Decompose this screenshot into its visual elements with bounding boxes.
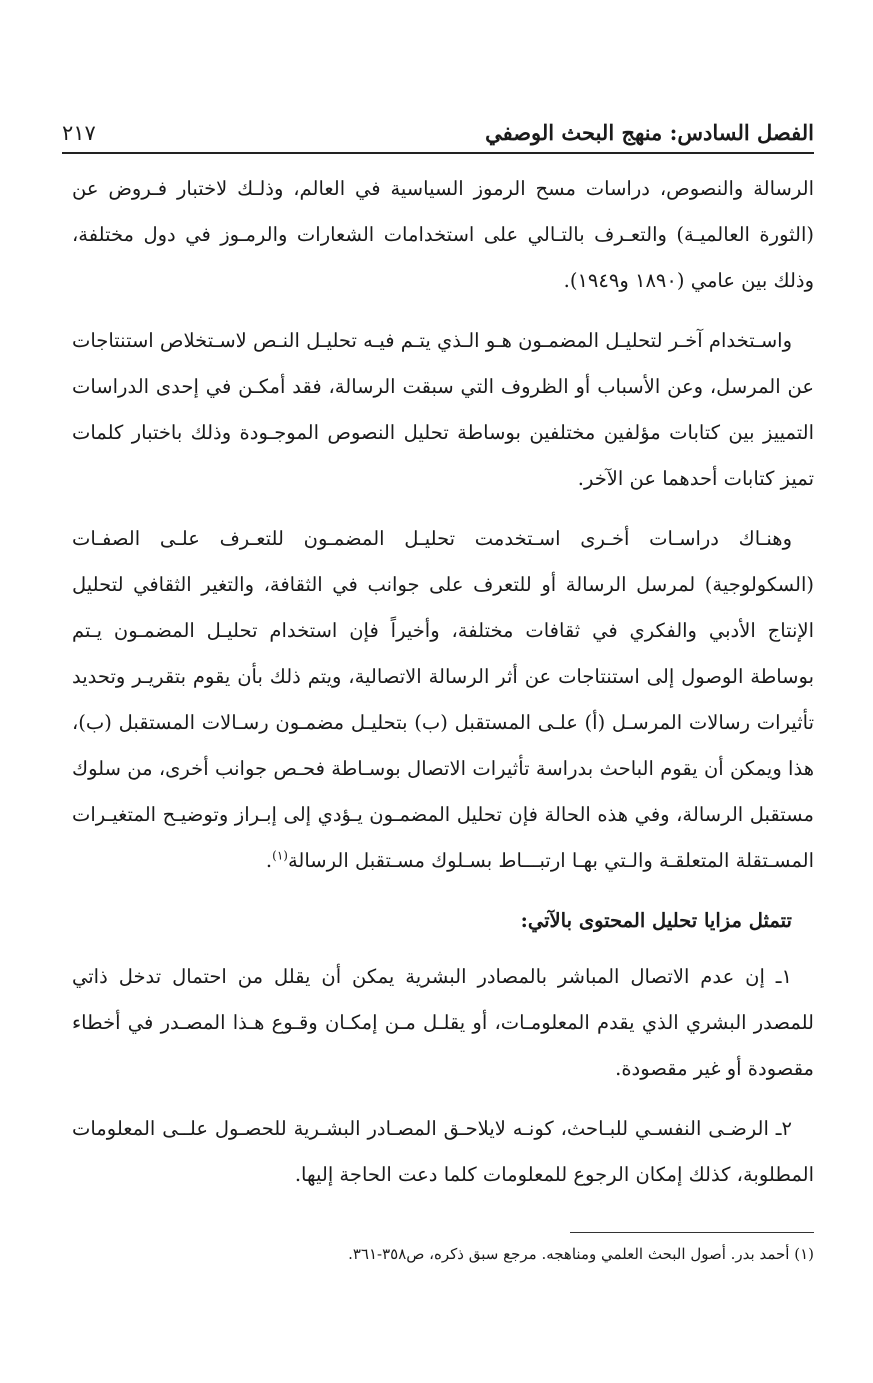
chapter-title: الفصل السادس: منهج البحث الوصفي: [485, 120, 814, 145]
footnote-divider: [570, 1232, 814, 1233]
footnote: (١) أحمد بدر. أصول البحث العلمي ومناهجه. مرجع سبق ذكره، ص٣٥٨-٣٦١.: [348, 1245, 814, 1263]
list-item-1: ١ـ إن عدم الاتصال المباشر بالمصادر البشرية يمكن أن يقلل من احتمال تدخل ذاتي للمصدر البشري الذي يقدم المعلومـات، أو يقلـل مـن إمكـان وقـوع هـذا المصـدر في أخطاء مقصودة أو غير مقصودة.: [72, 965, 814, 1080]
paragraph-3-end: .: [265, 849, 273, 872]
list-item-2: ٢ـ الرضـى النفسـي للبـاحث، كونـه لايلاحـق المصـادر البشـرية للحصـول علــى المعلومات المطلوبة، كذلك إمكان الرجوع للمعلومات كلما دعت الحاجة إليها.: [72, 1117, 814, 1186]
page-number: ٢١٧: [62, 121, 96, 145]
header-divider: [62, 152, 814, 154]
paragraph-3-text: وهنـاك دراسـات أخـرى اسـتخدمت تحليـل المضمـون للتعـرف علـى الصفـات (السكولوجية) لمرسل الرسالة أو للتعرف على جوانب في الثقافة، والتغير الثقافي لتحليل الإنتاج الأدبي والفكري في ثقافات مختلفة، وأخيراً فإن استخدام تحليـل المضمـون يـتم بوساطة الوصول إلى استنتاجات عن أثر الرسالة الاتصالية، ويتم ذلك بأن يقوم بتقريـر وتحديد تأثيرات رسالات المرسـل (أ) علـى المستقبل (ب) بتحليـل مضمـون رسـالات المستقبل (ب)، هذا ويمكن أن يقوم الباحث بدراسة تأثيرات الاتصال بوسـاطة فحـص جوانب أخرى، من سلوك مستقبل الرسالة، وفي هذه الحالة فإن تحليل المضمـون يـؤدي إلى إبـراز وتوضيـح المتغيـرات المسـتقلة المتعلقـة والـتي بهـا ارتبـــاط بسـلوك مسـتقبل الرسالة: [72, 527, 814, 872]
footnote-reference[interactable]: (١): [272, 848, 288, 863]
paragraph-1: الرسالة والنصوص، دراسات مسح الرموز السياسية في العالم، وذلـك لاختبار فـروض عن (الثورة العالميـة) والتعـرف بالتـالي على استخدامات الشعارات والرمـوز في دول مختلفة، وذلك بين عامي (١٨٩٠ و١٩٤٩).: [72, 177, 814, 292]
page-header: [62, 112, 814, 150]
paragraph-3: [72, 516, 814, 884]
body-text: [72, 166, 814, 1212]
paragraph-2: واسـتخدام آخـر لتحليـل المضمـون هـو الـذي يتـم فيـه تحليـل النـص لاسـتخلاص استنتاجات عن المرسل، وعن الأسباب أو الظروف التي سبقت الرسالة، فقد أمكـن في إحدى الدراسات التمييز بين كتابات مؤلفين مختلفين بوساطة تحليل النصوص الموجـودة وذلك باختبار كلمات تميز كتابات أحدهما عن الآخر.: [72, 329, 814, 490]
section-heading: تتمثل مزايا تحليل المحتوى بالآتي:: [520, 909, 792, 932]
